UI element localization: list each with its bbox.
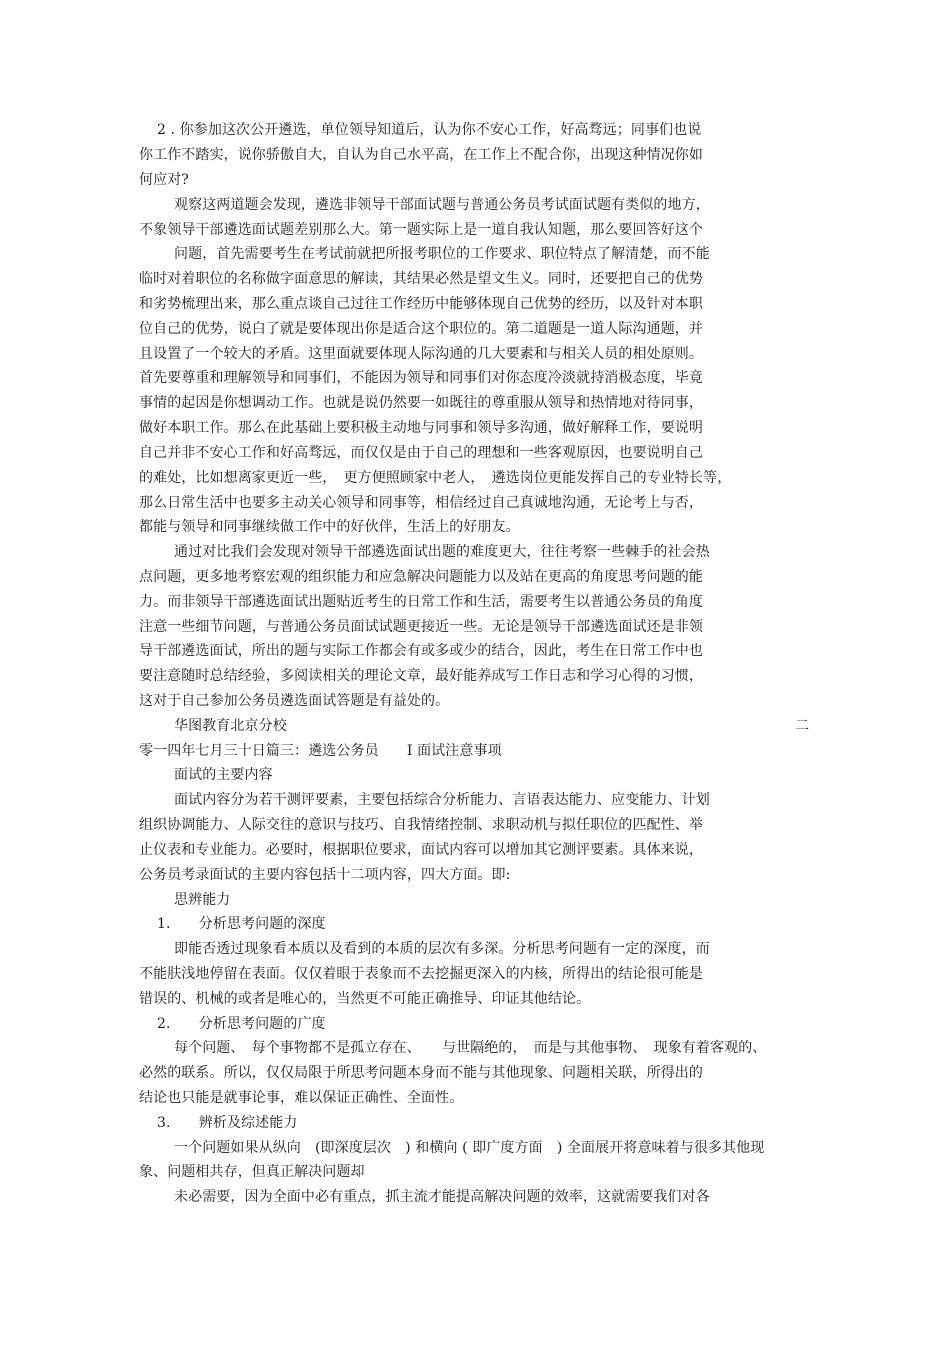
text-line: 的难处，比如想离家更近一些， 更方便照顾家中老人， 遴选岗位更能发挥自己的专业特长等， bbox=[139, 470, 732, 486]
text-line: 要注意随时总结经验，多阅读相关的理论文章，最好能养成写工作日志和学习心得的习惯， bbox=[139, 668, 703, 684]
text-line: 必然的联系。所以，仅仅局限于所思考问题本身而不能与其他现象、问题相关联，所得出的 bbox=[139, 1065, 703, 1081]
text-line: 临时对着职位的名称做字面意思的解读，其结果必然是望文生义。同时，还要把自己的优势 bbox=[139, 271, 703, 287]
text-line: 力。而非领导干部遴选面试出题贴近考生的日常工作和生活，需要考生以普通公务员的角度 bbox=[139, 594, 703, 610]
text-line: 那么日常生活中也要多主动关心领导和同事等，相信经过自己真诚地沟通，无论考上与否， bbox=[139, 495, 703, 511]
text-line: 3. 辨析及综述能力 bbox=[157, 1115, 298, 1131]
text-line: 何应对? bbox=[139, 172, 189, 188]
text-line: 做好本职工作。那么在此基础上要积极主动地与同事和领导多沟通，做好解释工作，要说明 bbox=[139, 420, 703, 436]
text-line: 零一四年七月三十日篇三：遴选公务员 I 面试注意事项 bbox=[139, 743, 502, 759]
text-line: 点问题，更多地考察宏观的组织能力和应急解决问题能力以及站在更高的角度思考问题的能 bbox=[139, 569, 703, 585]
text-line: 你工作不踏实，说你骄傲自大，自认为自己水平高，在工作上不配合你，出现这种情况你如 bbox=[139, 147, 703, 163]
text-line: 首先要尊重和理解领导和同事们，不能因为领导和同事们对你态度冷淡就持消极态度，毕竟 bbox=[139, 370, 703, 386]
text-line: 这对于自己参加公务员遴选面试答题是有益处的。 bbox=[139, 693, 450, 709]
text-line: 组织协调能力、人际交往的意识与技巧、自我情绪控制、求职动机与拟任职位的匹配性、举 bbox=[139, 817, 703, 833]
text-line: 位自己的优势，说白了就是要体现出你是适合这个职位的。第二道题是一道人际沟通题，并 bbox=[139, 321, 703, 337]
text-line: 问题，首先需要考生在考试前就把所报考职位的工作要求、职位特点了解清楚，而不能 bbox=[174, 246, 710, 262]
text-line: 二 bbox=[795, 718, 810, 734]
text-line: 公务员考录面试的主要内容包括十二项内容，四大方面。即: bbox=[139, 867, 511, 883]
text-line: 都能与领导和同事继续做工作中的好伙伴，生活上的好朋友。 bbox=[139, 519, 520, 535]
text-line: 面试内容分为若干测评要素，主要包括综合分析能力、言语表达能力、应变能力、计划 bbox=[174, 792, 710, 808]
text-line: 结论也只能是就事论事，难以保证正确性、全面性。 bbox=[139, 1090, 464, 1106]
text-line: 不象领导干部遴选面试题差别那么大。第一题实际上是一道自我认知题，那么要回答好这个 bbox=[139, 222, 703, 238]
text-line: 未必需要，因为全面中必有重点，抓主流才能提高解决问题的效率，这就需要我们对各 bbox=[174, 1189, 710, 1205]
text-line: 每个问题、 每个事物都不是孤立存在、 与世隔绝的， 而是与其他事物、 现象有着客观的、 bbox=[174, 1040, 767, 1056]
text-line: 注意一些细节问题，与普通公务员面试试题更接近一些。无论是领导干部遴选面试还是非领 bbox=[139, 619, 703, 635]
text-line: 导干部遴选面试，所出的题与实际工作都会有或多或少的结合，因此，考生在日常工作中也 bbox=[139, 643, 703, 659]
text-line: 通过对比我们会发现对领导干部遴选面试出题的难度更大，往往考察一些棘手的社会热 bbox=[174, 544, 710, 560]
text-line: 自己并非不安心工作和好高骛远，而仅仅是由于自己的理想和一些客观原因，也要说明自己 bbox=[139, 445, 703, 461]
text-line: 不能肤浅地停留在表面。仅仅着眼于表象而不去挖掘更深入的内核，所得出的结论很可能是 bbox=[139, 966, 703, 982]
text-line: 一个问题如果从纵向 (即深度层次 ) 和横向 ( 即广度方面 ) 全面展开将意味着与很多其他现 bbox=[174, 1140, 765, 1156]
text-line: 1. 分析思考问题的深度 bbox=[157, 916, 326, 932]
text-line: 和劣势梳理出来，那么重点谈自己过往工作经历中能够体现自己优势的经历，以及针对本职 bbox=[139, 296, 703, 312]
text-line: 思辨能力 bbox=[174, 892, 231, 908]
text-line: 且设置了一个较大的矛盾。这里面就要体现人际沟通的几大要素和与相关人员的相处原则。 bbox=[139, 346, 703, 362]
text-line: 2. 分析思考问题的广度 bbox=[157, 1016, 326, 1032]
text-line: 观察这两道题会发现，遴选非领导干部面试题与普通公务员考试面试题有类似的地方， bbox=[174, 197, 710, 213]
text-line: 象、问题相共存，但真正解决问题却 bbox=[139, 1164, 365, 1180]
text-line: 事情的起因是你想调动工作。也就是说仍然要一如既往的尊重服从领导和热情地对待同事， bbox=[139, 395, 703, 411]
text-line: 2 . 你参加这次公开遴选，单位领导知道后，认为你不安心工作，好高骛远；同事们也说 bbox=[157, 122, 702, 138]
text-line: 即能否透过现象看本质以及看到的本质的层次有多深。分析思考问题有一定的深度，而 bbox=[174, 941, 710, 957]
text-line: 错误的、机械的或者是唯心的，当然更不可能正确推导、印证其他结论。 bbox=[139, 991, 591, 1007]
text-line: 华图教育北京分校 bbox=[174, 718, 287, 734]
text-line: 面试的主要内容 bbox=[174, 767, 273, 783]
text-line: 止仪表和专业能力。必要时，根据职位要求，面试内容可以增加其它测评要素。具体来说， bbox=[139, 842, 703, 858]
